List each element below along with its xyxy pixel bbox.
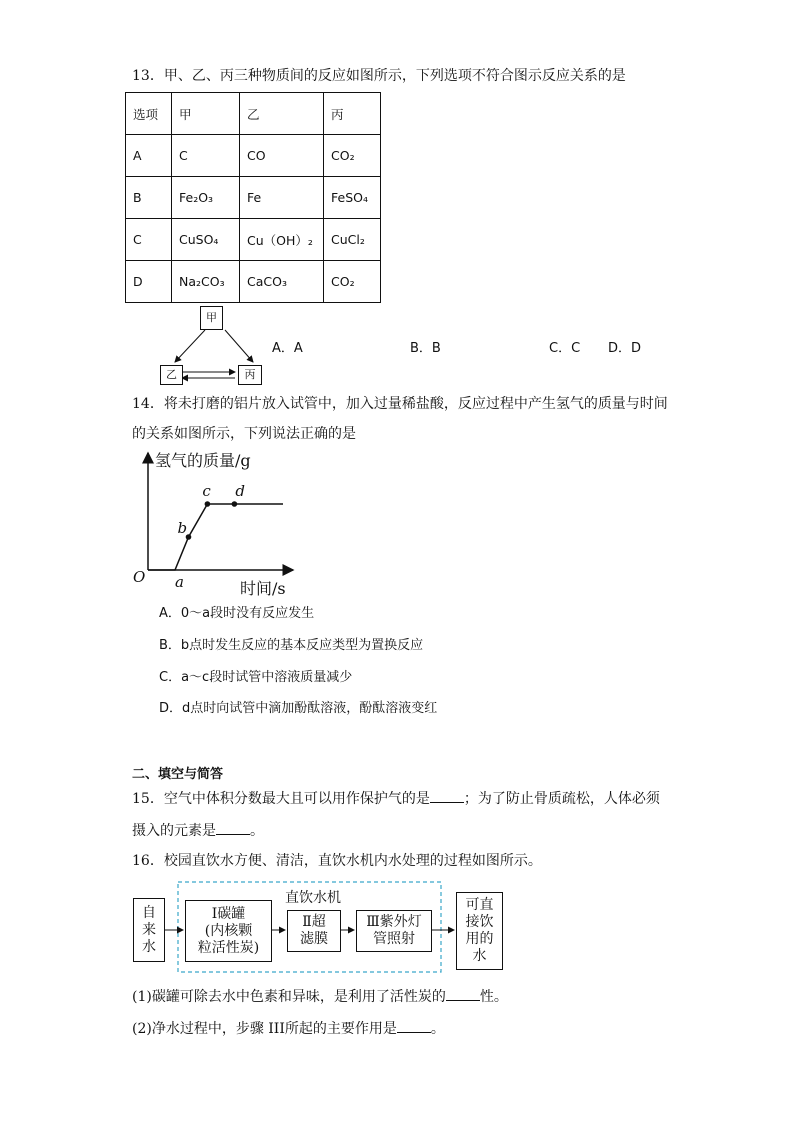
- q15-line1: [132, 788, 660, 809]
- table-cell: CuSO₄: [172, 219, 240, 261]
- flow-step1-line: Ⅰ碳罐: [211, 905, 246, 922]
- table-cell: D: [126, 261, 172, 303]
- table-cell: 丙: [324, 93, 381, 135]
- q15-text-d: 。: [250, 823, 264, 839]
- q16-blank-2[interactable]: [397, 1018, 431, 1033]
- table-row: [126, 135, 381, 177]
- flow-step3-line: Ⅲ紫外灯: [366, 914, 422, 930]
- flow-source-line: 来: [142, 921, 156, 938]
- point-label-c: c: [202, 482, 211, 500]
- flow-box-step2: [287, 910, 341, 952]
- q15-blank-2[interactable]: [216, 820, 250, 835]
- flow-output-line: 可直: [465, 897, 494, 913]
- table-cell: CO₂: [324, 135, 381, 177]
- q13-option-d[interactable]: D．D: [608, 341, 642, 356]
- point-label-a: a: [175, 573, 184, 591]
- point-label-d: d: [235, 482, 246, 500]
- data-point-c: [205, 501, 211, 507]
- q14-stem-line2: 的关系如图所示，下列说法正确的是: [132, 426, 356, 442]
- q16-sub2-text-b: 。: [430, 1021, 445, 1037]
- table-cell: 乙: [240, 93, 324, 135]
- table-row: [126, 177, 381, 219]
- q13-stem: 13．甲、乙、丙三种物质间的反应如图所示，下列选项不符合图示反应关系的是: [132, 68, 626, 84]
- flow-source-line: 水: [142, 938, 156, 955]
- table-cell: Fe₂O₃: [172, 177, 240, 219]
- table-cell: B: [126, 177, 172, 219]
- table-row: [126, 219, 381, 261]
- table-row: [126, 261, 381, 303]
- flow-source-line: 自: [142, 904, 156, 921]
- y-axis-label: 氢气的质量/g: [155, 451, 251, 470]
- flow-step2-line: Ⅱ超: [302, 914, 326, 930]
- table-cell: CaCO₃: [240, 261, 324, 303]
- origin-label: O: [133, 568, 146, 586]
- table-cell: CO: [240, 135, 324, 177]
- flow-step1-line: (内核颗: [204, 922, 253, 939]
- q14-option-a[interactable]: A．0～a段时没有反应发生: [159, 606, 315, 621]
- series-line: [148, 504, 283, 570]
- node-bing: 丙: [238, 365, 262, 385]
- table-cell: Na₂CO₃: [172, 261, 240, 303]
- q15-text-b: ；为了防止骨质疏松，人体必须: [463, 791, 660, 807]
- flow-box-output: [456, 892, 503, 970]
- section-heading: 二、填空与简答: [132, 767, 224, 782]
- q15-text-c: 摄入的元素是: [132, 823, 216, 839]
- node-yi: 乙: [160, 365, 183, 385]
- flow-step3-line: 管照射: [372, 931, 415, 947]
- flow-output-line: 水: [472, 948, 487, 964]
- flow-box-source: [133, 898, 165, 962]
- x-axis-label: 时间/s: [240, 579, 286, 598]
- table-header-row: [126, 93, 381, 135]
- arrow-jia-to-yi: [175, 330, 205, 362]
- arrow-jia-to-bing: [225, 330, 253, 362]
- q14-option-b[interactable]: B．b点时发生反应的基本反应类型为置换反应: [159, 638, 424, 653]
- q15-line2: [132, 820, 264, 841]
- q16-blank-1[interactable]: [446, 986, 480, 1001]
- q13-option-c[interactable]: C．C: [549, 341, 581, 356]
- q13-option-b[interactable]: B．B: [410, 341, 441, 356]
- q16-sub1-text-a: (1)碳罐可除去水中色素和异味，是利用了活性炭的: [132, 989, 446, 1005]
- table-cell: Fe: [240, 177, 324, 219]
- flow-output-line: 接饮: [465, 914, 494, 930]
- q16-stem: 16．校园直饮水方便、清洁，直饮水机内水处理的过程如图所示。: [132, 853, 542, 869]
- table-cell: 选项: [126, 93, 172, 135]
- flow-box-step3: [356, 910, 432, 952]
- table-cell: FeSO₄: [324, 177, 381, 219]
- table-cell: CuCl₂: [324, 219, 381, 261]
- q13-table: [125, 92, 381, 303]
- table-cell: 甲: [172, 93, 240, 135]
- q16-sub2-text-a: (2)净水过程中，步骤 III所起的主要作用是: [132, 1021, 397, 1037]
- q15-blank-1[interactable]: [430, 788, 464, 803]
- table-cell: CO₂: [324, 261, 381, 303]
- machine-label: 直饮水机: [285, 890, 341, 906]
- q16-sub1-text-b: 性。: [479, 989, 508, 1005]
- q16-sub2: [132, 1018, 445, 1039]
- data-point-d: [232, 501, 238, 507]
- table-cell: Cu（OH）₂: [240, 219, 324, 261]
- flow-output-line: 用的: [465, 931, 494, 947]
- q15-text-a: 15．空气中体积分数最大且可以用作保护气的是: [132, 791, 430, 807]
- flow-step2-line: 滤膜: [300, 931, 328, 947]
- point-label-b: b: [177, 519, 188, 537]
- flow-step1-line: 粒活性炭): [197, 939, 260, 956]
- table-cell: C: [172, 135, 240, 177]
- q14-stem-line1: 14．将未打磨的铝片放入试管中，加入过量稀盐酸，反应过程中产生氢气的质量与时间: [132, 396, 668, 412]
- q13-option-a[interactable]: A．A: [272, 341, 303, 356]
- node-jia: 甲: [200, 306, 223, 330]
- q14-option-d[interactable]: D．d点时向试管中滴加酚酞溶液，酚酞溶液变红: [159, 701, 438, 716]
- q16-sub1: [132, 986, 508, 1007]
- table-cell: C: [126, 219, 172, 261]
- q14-option-c[interactable]: C．a～c段时试管中溶液质量减少: [159, 670, 353, 685]
- table-cell: A: [126, 135, 172, 177]
- flow-box-step1: [185, 900, 272, 962]
